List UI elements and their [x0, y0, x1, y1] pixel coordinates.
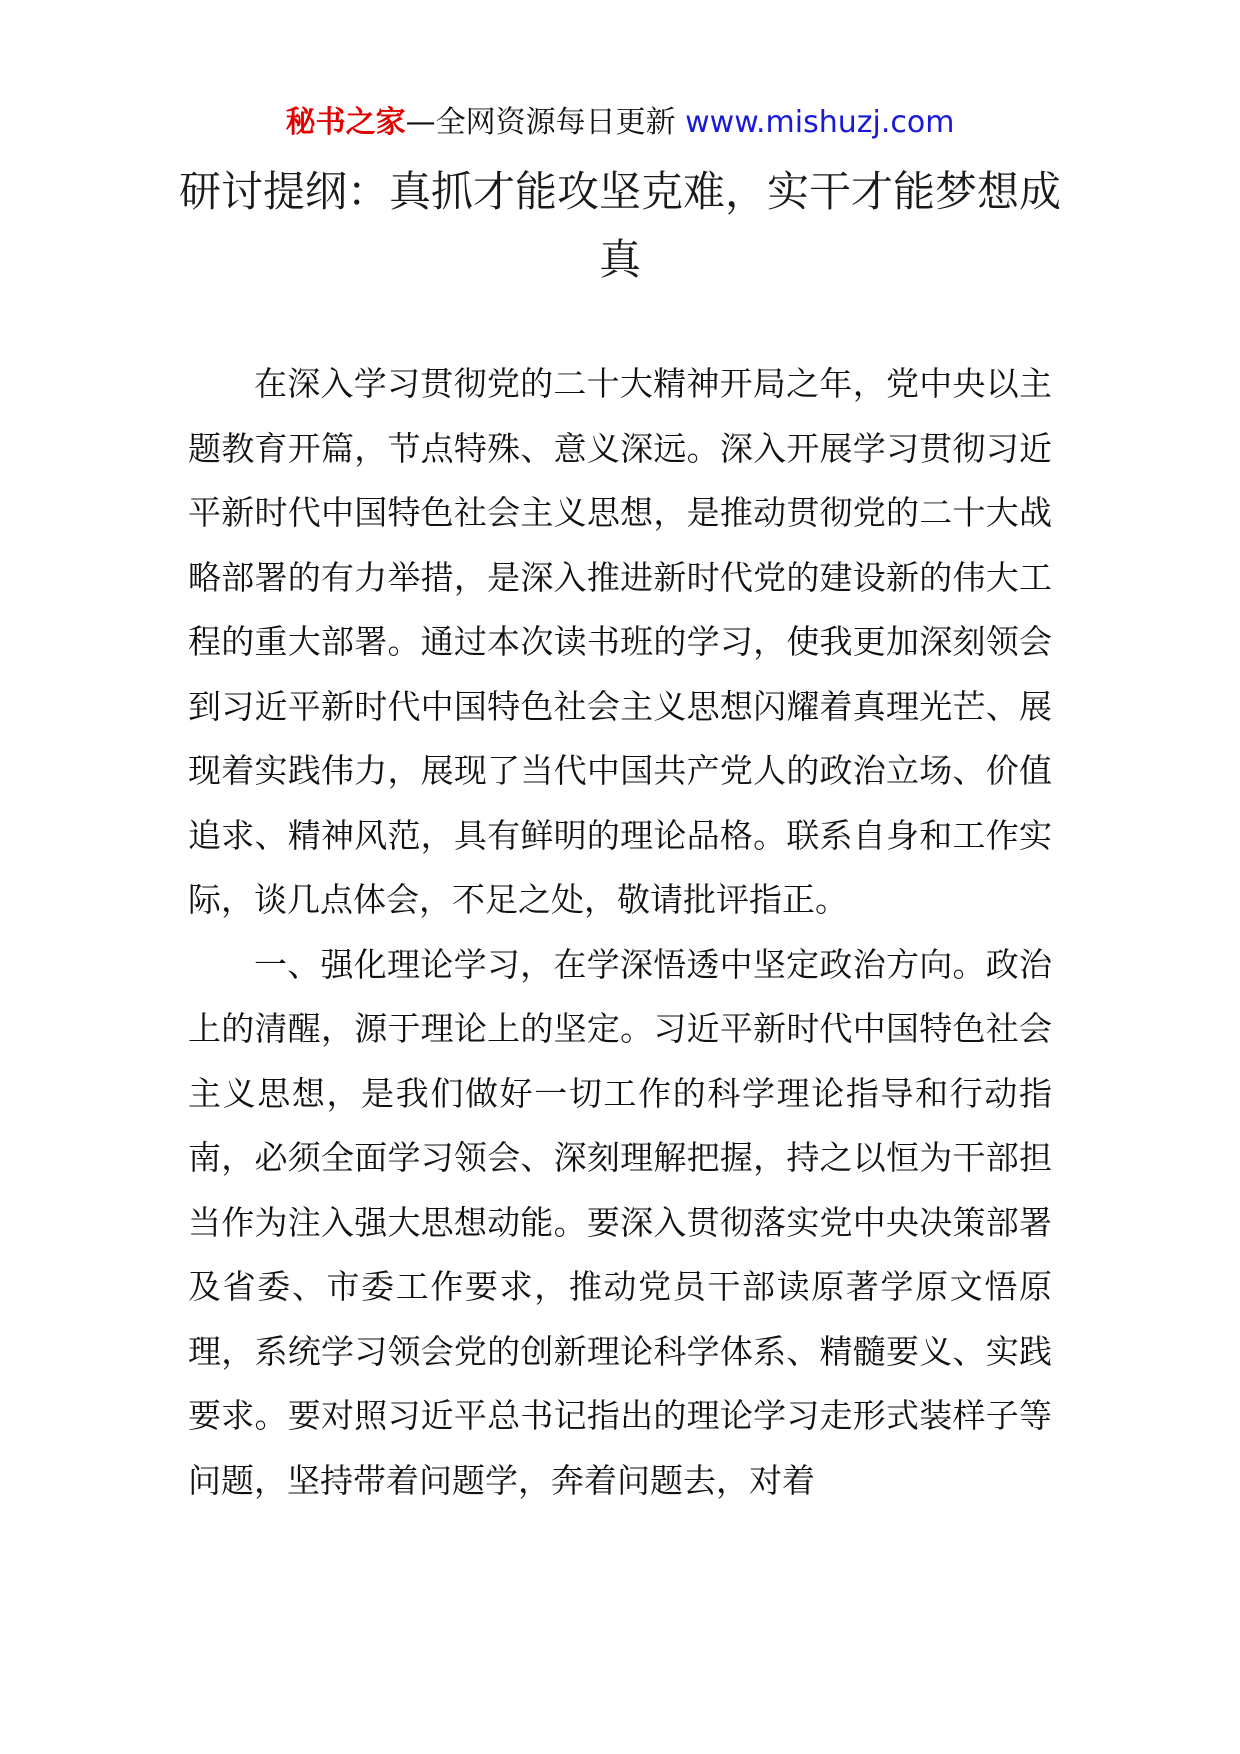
- body-paragraph: 一、强化理论学习，在学深悟透中坚定政治方向。政治上的清醒，源于理论上的坚定。习近平新时代中国特色社会主义思想，是我们做好一切工作的科学理论指导和行动指南，必须全面学习领会、深刻理解把握，持之以恒为干部担当作为注入强大思想动能。要深入贯彻落实党中央决策部署及省委、市委工作要求，推动党员干部读原著学原文悟原理，系统学习领会党的创新理论科学体系、精髓要义、实践要求。要对照习近平总书记指出的理论学习走形式装样子等问题，坚持带着问题学，奔着问题去，对着: [188, 944, 1052, 1500]
- body-paragraph: 在深入学习贯彻党的二十大精神开局之年，党中央以主题教育开篇，节点特殊、意义深远。深入开展学习贯彻习近平新时代中国特色社会主义思想，是推动贯彻党的二十大战略部署的有力举措，是深入推进新时代党的建设新的伟大工程的重大部署。通过本次读书班的学习，使我更加深刻领会到习近平新时代中国特色社会主义思想闪耀着真理光芒、展现着实践伟力，展现了当代中国共产党人的政治立场、价值追求、精神风范，具有鲜明的理论品格。联系自身和工作实际，谈几点体会，不足之处，敬请批评指正。: [188, 364, 1052, 919]
- site-header: [0, 100, 1240, 146]
- site-url-link[interactable]: www.mishuzj.com: [685, 105, 955, 140]
- document-title: 研讨提纲：真抓才能攻坚克难，实干才能梦想成真: [178, 167, 1061, 284]
- header-tagline: —全网资源每日更新: [405, 105, 676, 140]
- document-body: [188, 352, 1052, 1513]
- brand-name: 秘书之家: [285, 105, 406, 140]
